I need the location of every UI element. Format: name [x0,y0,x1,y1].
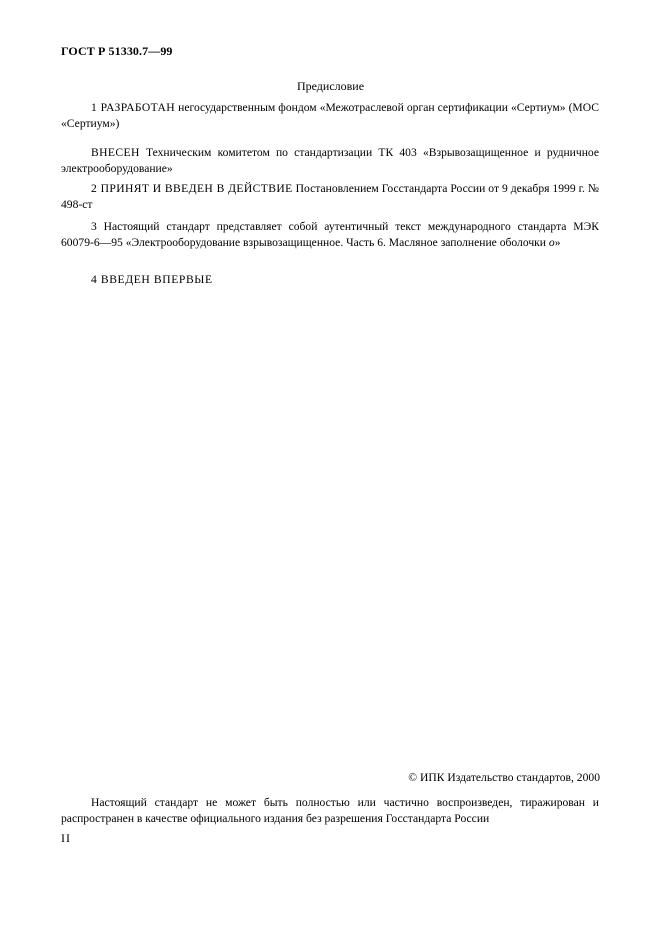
standard-number: ГОСТ Р 51330.7—99 [61,44,173,58]
paragraph-introduced-by [61,145,599,177]
page-number: II [61,831,71,845]
paragraph-text: Техническим комитетом по стандартизации ТК 403 «Взрывозащищенное и рудничное электрооборудование» [61,146,599,175]
paragraph-text: Постановлением Госстандарта России от 9 декабря 1999 г. № 498-ст [61,182,599,211]
paragraph-lead: 2 ПРИНЯТ И ВВЕДЕН В ДЕЙСТВИЕ [91,182,293,195]
section-title: Предисловие [296,79,365,93]
copyright-line: © ИПК Издательство стандартов, 2000 [408,771,600,784]
paragraph-lead: 4 ВВЕДЕН ВПЕРВЫЕ [91,273,213,286]
reproduction-notice: Настоящий стандарт не может быть полностью или частично воспроизведен, тиражирован и распространен в качестве официального издания без разрешения Госстандарта России [61,796,599,825]
paragraph-adopted [61,181,599,213]
paragraph-first-introduced [61,272,599,288]
paragraph-text: негосударственным фондом «Межотраслевой орган сертификации «Сертиум» (МОС «Сертиум») [61,101,599,130]
paragraph-lead: 3 [91,220,97,233]
paragraph-lead: 1 РАЗРАБОТАН [91,101,176,114]
paragraph-developed-by [61,100,599,132]
paragraph-tail: » [554,236,561,249]
paragraph-authentic-text [61,219,599,251]
paragraph-text: Настоящий стандарт представляет собой аутентичный текст международного стандарта МЭК 60079-6—95 «Электрооборудование взрывозащищенное. Часть 6. Масляное заполнение оболочки [61,220,599,249]
paragraph-lead: ВНЕСЕН [91,146,140,159]
paragraph-italic-letter: o [548,236,555,249]
